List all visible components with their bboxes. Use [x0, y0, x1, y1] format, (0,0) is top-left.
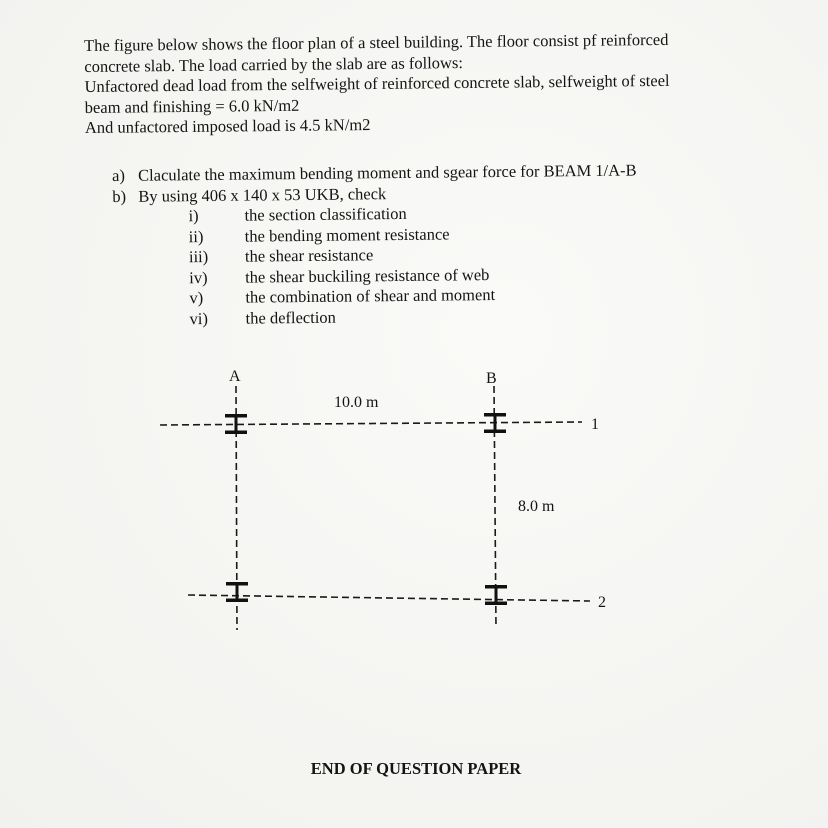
question-list: [112, 161, 638, 330]
problem-statement: [84, 29, 765, 139]
sub-question: [189, 304, 638, 329]
question-text: By using 406 x 140 x 53 UKB, check: [138, 183, 387, 206]
statement-line: beam and finishing = 6.0 kN/m2: [84, 95, 300, 117]
sub-question-list: [188, 202, 638, 330]
floor-plan-diagram: [150, 360, 620, 640]
span-dimension-12: 8.0 m: [518, 498, 555, 515]
statement-line: Unfactored dead load from the selfweight of reinforced concrete slab, selfweight of steel: [84, 70, 670, 96]
sub-question-text: the bending moment resistance: [244, 223, 450, 246]
question-text: Claculate the maximum bending moment and sgear force for BEAM 1/A-B: [137, 160, 637, 185]
sub-question-number: i): [188, 206, 199, 226]
sub-question-number: iv): [189, 267, 208, 287]
statement-line: The figure below shows the floor plan of a steel building. The floor consist pf reinforced: [84, 29, 669, 55]
sub-question-text: the shear resistance: [244, 245, 374, 266]
column-b2: [485, 585, 507, 605]
sub-question-text: the combination of shear and moment: [245, 284, 496, 307]
sub-question-number: vi): [189, 308, 209, 328]
grid-line-2: [188, 595, 590, 601]
question-letter: a): [112, 165, 126, 185]
sub-question-text: the shear buckiling resistance of web: [245, 264, 490, 287]
sub-question-number: ii): [188, 226, 204, 246]
steel-columns: [225, 413, 507, 605]
span-dimension-ab: 10.0 m: [334, 394, 379, 411]
grid-line-1: [160, 422, 582, 425]
sub-question-number: v): [189, 288, 204, 308]
column-a2: [226, 582, 248, 602]
statement-line: concrete slab. The load carried by the slab are as follows:: [84, 52, 463, 76]
statement-line: And unfactored imposed load is 4.5 kN/m2: [84, 115, 371, 137]
question-letter: b): [112, 186, 127, 206]
end-of-paper-heading: END OF QUESTION PAPER: [310, 759, 522, 778]
grid-label-b: B: [486, 370, 497, 387]
sub-question-text: the deflection: [245, 307, 336, 328]
sub-question-text: the section classification: [244, 203, 407, 225]
grid-label-2: 2: [598, 594, 606, 611]
grid-label-1: 1: [591, 416, 599, 433]
grid-label-a: A: [229, 368, 241, 385]
sub-question-number: iii): [188, 246, 209, 267]
